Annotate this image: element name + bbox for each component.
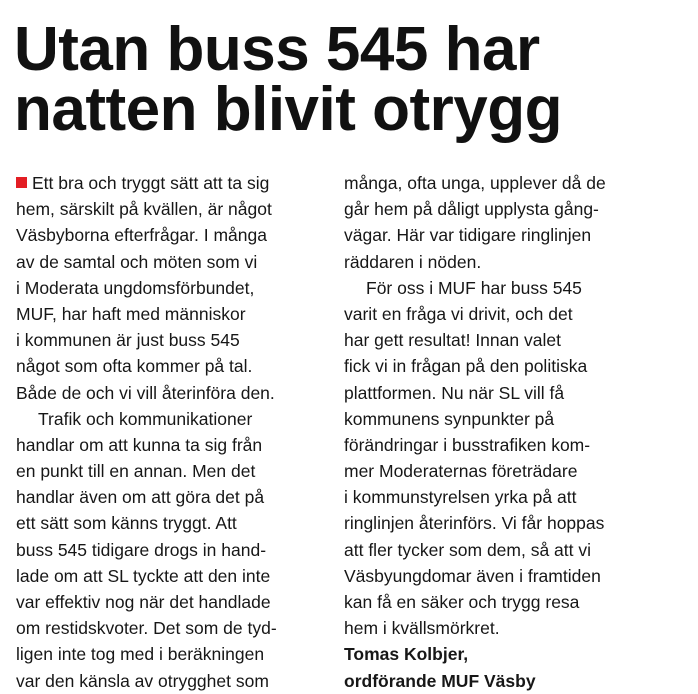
body-line: var den känsla av otrygghet som: [16, 670, 269, 691]
body-line: För oss i MUF har buss 545: [366, 277, 582, 298]
byline-title: ordförande MUF Väsby: [344, 670, 536, 691]
body-line: Väsbyborna efterfrågar. I många: [16, 225, 267, 246]
body-line: hem, särskilt på kvällen, är något: [16, 199, 272, 220]
body-line: buss 545 tidigare drogs in hand-: [16, 539, 267, 560]
body-line: mer Moderaternas företrädare: [344, 461, 578, 482]
body-line: handlar om att kunna ta sig från: [16, 434, 263, 455]
body-line: något som ofta kommer på tal.: [16, 356, 253, 377]
body-line: har gett resultat! Innan valet: [344, 330, 561, 351]
body-line: kommunens synpunkter på: [344, 408, 555, 429]
body-line: vägar. Här var tidigare ringlinjen: [344, 225, 592, 246]
body-line: Trafik och kommunikationer: [38, 408, 253, 429]
body-line: ringlinjen återinförs. Vi får hoppas: [344, 513, 605, 534]
body-line: går hem på dåligt upplysta gång-: [344, 199, 599, 220]
body-line: handlar även om att göra det på: [16, 487, 265, 508]
body-line: hem i kvällsmörkret.: [344, 618, 500, 639]
headline-line: Utan buss 545 har: [14, 15, 540, 84]
body-line: ligen inte tog med i beräkningen: [16, 644, 265, 665]
article-column-left: [16, 170, 336, 694]
body-line: en punkt till en annan. Men det: [16, 461, 256, 482]
body-line: förändringar i busstrafiken kom-: [344, 434, 591, 455]
headline-line: natten blivit otrygg: [14, 75, 562, 144]
body-line: plattformen. Nu när SL vill få: [344, 382, 565, 403]
body-line: räddaren i nöden.: [344, 251, 482, 272]
body-line: om restidskvoter. Det som de tyd-: [16, 618, 277, 639]
paragraph-marker-icon: [16, 177, 27, 188]
body-line: fick vi in frågan på den politiska: [344, 356, 588, 377]
body-text: Ett bra och tryggt sätt att ta sig: [32, 173, 270, 193]
body-line: varit en fråga vi drivit, och det: [344, 303, 573, 324]
byline-name: Tomas Kolbjer,: [344, 644, 469, 665]
body-line: i kommunstyrelsen yrka på att: [344, 487, 577, 508]
body-line: ett sätt som känns tryggt. Att: [16, 513, 237, 534]
body-line: Både de och vi vill återinföra den.: [16, 382, 275, 403]
body-line: att fler tycker som dem, så att vi: [344, 539, 592, 560]
body-line: i kommunen är just buss 545: [16, 330, 240, 351]
body-line: i Moderata ungdomsförbundet,: [16, 277, 255, 298]
body-line: många, ofta unga, upplever då de: [344, 173, 606, 193]
body-line: Väsbyungdomar även i framtiden: [344, 565, 601, 586]
body-line: [16, 170, 336, 196]
article-headline: [14, 15, 562, 144]
body-line: var effektiv nog när det handlade: [16, 592, 271, 612]
body-line: lade om att SL tyckte att den inte: [16, 565, 271, 586]
body-line: kan få en säker och trygg resa: [344, 592, 580, 612]
body-line: av de samtal och möten som vi: [16, 251, 258, 272]
article-column-right: [344, 170, 684, 694]
body-line: MUF, har haft med människor: [16, 303, 246, 324]
